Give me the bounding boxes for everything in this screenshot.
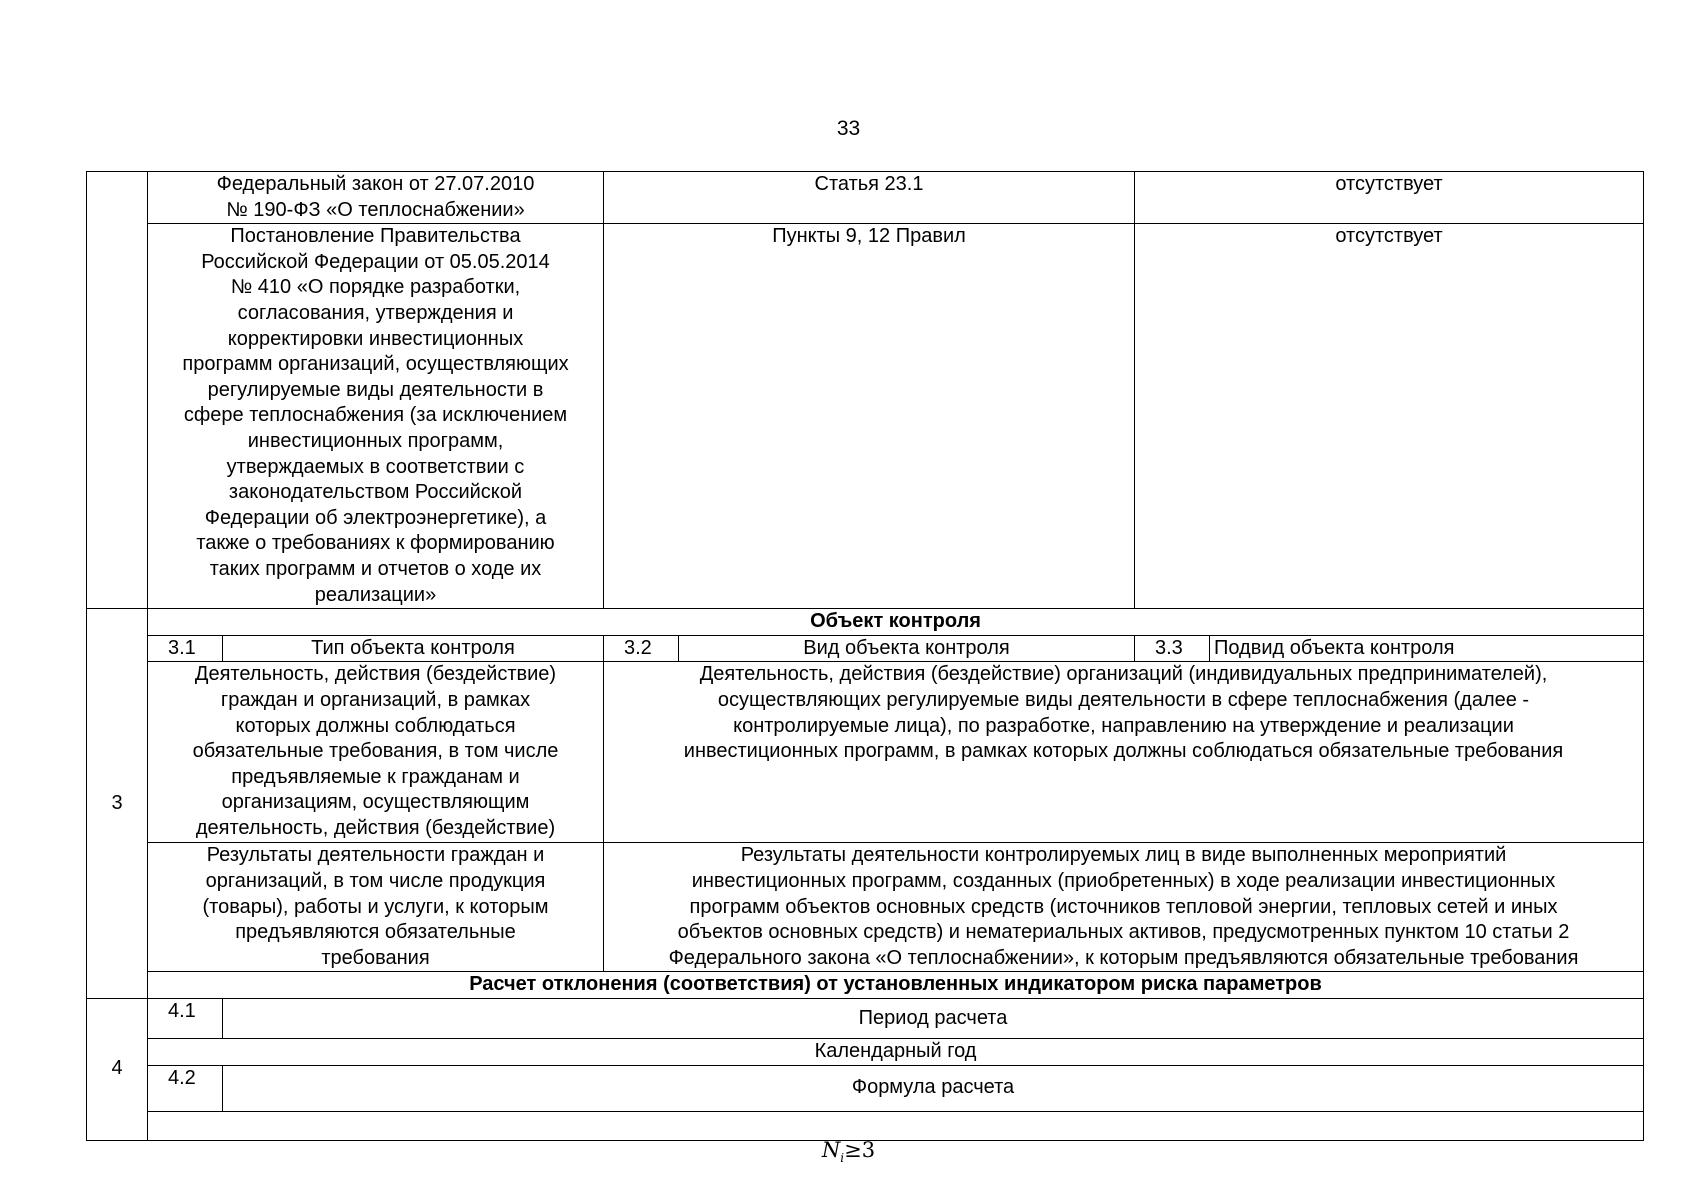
text-line: Результаты деятельности контролируемых лиц в виде выполненных мероприятий — [740, 844, 1507, 867]
text-line: Федерального закона «О теплоснабжении», к которым предъявляются обязательные требования — [668, 946, 1579, 969]
text-line: Деятельность, действия (бездействие) — [194, 663, 557, 686]
text-line: предъявляемые к гражданам и — [231, 765, 520, 788]
subsection-number: 3.2 — [604, 635, 679, 662]
object-kind-cell — [604, 843, 1644, 972]
object-type-cell — [148, 662, 604, 843]
table-row — [87, 224, 1644, 609]
subsection-label: Период расчета — [223, 998, 1644, 1038]
row-number-cell — [87, 172, 148, 609]
table-row — [87, 1111, 1644, 1140]
subsection-label: Тип объекта контроля — [223, 635, 604, 662]
article-cell: Пункты 9, 12 Правил — [604, 224, 1135, 609]
text-line: контролируемые лица), по разработке, направлению на утверждение и реализации — [733, 714, 1514, 737]
note-cell: отсутствует — [1135, 172, 1644, 224]
text-line: Федеральный закон от 27.07.2010 — [216, 173, 535, 195]
text-line: деятельность, действия (бездействие) — [195, 816, 556, 839]
text-line: организаций, в том числе продукция — [205, 869, 546, 892]
text-line: законодательством Российской — [228, 481, 523, 504]
text-line: граждан и организаций, в рамках — [220, 688, 531, 711]
text-line: № 410 «О порядке разработки, — [230, 276, 521, 299]
object-kind-cell — [604, 662, 1644, 843]
section-header: Объект контроля — [148, 609, 1644, 636]
table-row — [87, 635, 1644, 662]
text-line: (товары), работы и услуги, к которым — [202, 895, 549, 918]
document-name-cell — [148, 224, 604, 609]
text-line: требования — [321, 946, 430, 969]
formula-variable: N — [821, 1138, 841, 1162]
text-line: сфере теплоснабжения (за исключением — [183, 404, 568, 427]
text-line: реализации» — [314, 583, 437, 606]
text-line: Федерации об электроэнергетике), а — [204, 506, 547, 529]
text-line: Деятельность, действия (бездействие) организаций (индивидуальных предпринимателей), — [699, 663, 1548, 686]
text-line: программ организаций, осуществляющих — [182, 353, 569, 376]
text-line: корректировки инвестиционных — [227, 327, 524, 350]
text-line: Результаты деятельности граждан и — [206, 844, 545, 867]
subsection-label: Формула расчета — [223, 1065, 1644, 1111]
object-type-cell — [148, 843, 604, 972]
text-line: осуществляющих регулируемые виды деятельности в сфере теплоснабжения (далее - — [717, 688, 1530, 711]
subsection-label: Вид объекта контроля — [679, 635, 1135, 662]
subsection-number: 3.3 — [1135, 635, 1210, 662]
page-number: 33 — [836, 117, 861, 140]
text-line: Российской Федерации от 05.05.2014 — [201, 250, 550, 273]
text-line: организациям, осуществляющим — [221, 791, 530, 814]
text-line: регулируемые виды деятельности в — [207, 378, 544, 401]
section-header: Расчет отклонения (соответствия) от установленных индикатором риска параметров — [148, 972, 1644, 999]
subsection-label: Подвид объекта контроля — [1210, 635, 1644, 662]
text-line: инвестиционных программ, в рамках которых должны соблюдаться обязательные требования — [683, 740, 1564, 763]
table-row — [87, 843, 1644, 972]
table-row — [87, 1038, 1644, 1065]
table-row — [87, 609, 1644, 636]
text-line: инвестиционных программ, — [247, 429, 504, 452]
table-row — [87, 972, 1644, 999]
subsection-number: 4.1 — [148, 998, 223, 1038]
text-line: объектов основных средств) и нематериальных активов, предусмотренных пунктом 10 статьи 2 — [677, 921, 1570, 944]
text-line: которых должны соблюдаться — [235, 714, 516, 737]
text-line: таких программ и отчетов о ходе их — [209, 557, 542, 580]
regulation-table — [86, 171, 1644, 1141]
formula — [0, 1138, 1697, 1165]
table-row — [87, 172, 1644, 224]
row-number-cell: 3 — [87, 609, 148, 999]
calculation-period-value: Календарный год — [148, 1038, 1644, 1065]
note-cell: отсутствует — [1135, 224, 1644, 609]
text-line: обязательные требования, в том числе — [192, 740, 559, 763]
subsection-number: 4.2 — [148, 1065, 223, 1111]
table-row — [87, 1065, 1644, 1111]
text-line: также о требованиях к формированию — [196, 532, 555, 555]
formula-relation: ≥3 — [844, 1138, 876, 1162]
text-line: утверждаемых в соответствии с — [226, 455, 525, 478]
text-line: № 190-ФЗ «О теплоснабжении» — [226, 198, 525, 221]
formula-cell — [148, 1111, 1644, 1140]
text-line: предъявляются обязательные — [235, 921, 516, 944]
text-line: инвестиционных программ, созданных (приобретенных) в ходе реализации инвестиционных — [691, 869, 1556, 892]
table-row — [87, 998, 1644, 1038]
formula-subscript: i — [840, 1151, 845, 1166]
text-line: программ объектов основных средств (источников тепловой энергии, тепловых сетей и иных — [689, 895, 1558, 918]
subsection-number: 3.1 — [148, 635, 223, 662]
table-row — [87, 662, 1644, 843]
row-number-cell: 4 — [87, 998, 148, 1140]
text-line: согласования, утверждения и — [237, 301, 514, 324]
text-line: Постановление Правительства — [230, 225, 521, 248]
article-cell: Статья 23.1 — [604, 172, 1135, 224]
document-name-cell — [148, 172, 604, 224]
